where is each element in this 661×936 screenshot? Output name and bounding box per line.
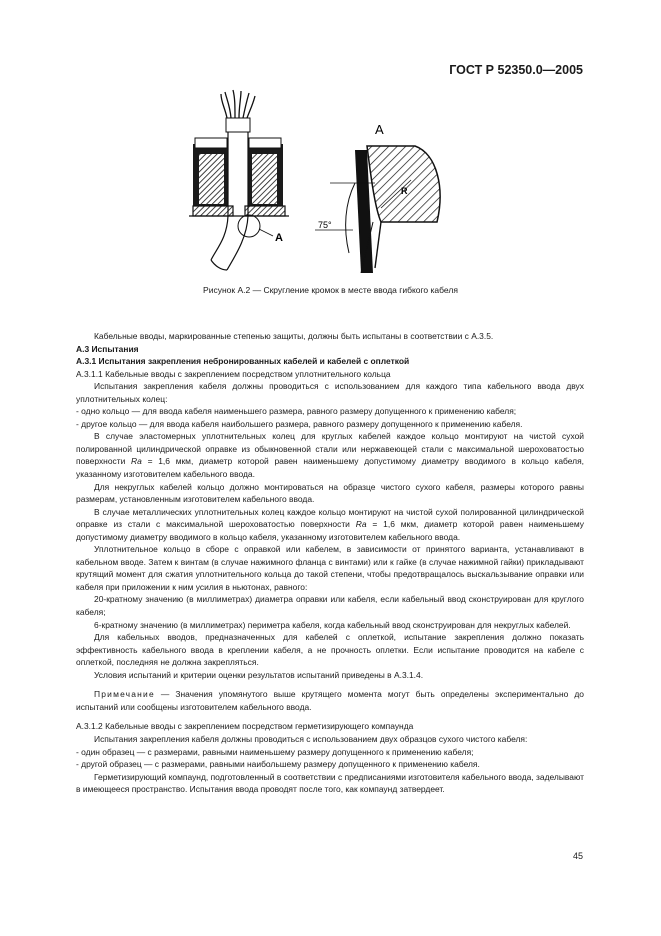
paragraph: Для кабельных вводов, предназначенных для кабелей с оплеткой, испытание закрепления должно показать эффективность кабельного ввода в креплении кабеля, а не прочность оплетки. Если испытание проводится на кабеле с оплеткой, последняя не должна закрепляться. <box>76 632 584 668</box>
radius-label: R <box>401 186 408 196</box>
section-heading: А.3 Испытания <box>76 343 139 354</box>
paragraph: Испытания закрепления кабеля должны проводиться с использованием для каждого типа кабельного ввода двух уплотнительных колец: <box>76 381 584 404</box>
roughness-symbol: Ra <box>131 456 142 467</box>
clause-heading: А.3.1.1 Кабельные вводы с закреплением посредством уплотнительного кольца <box>76 368 391 379</box>
figure-cable-entry <box>175 88 475 273</box>
roughness-symbol: Ra <box>355 519 367 530</box>
paragraph: 6-кратному значению (в миллиметрах) периметра кабеля, когда кабельный ввод сконструирован для некруглых кабелей. <box>94 619 571 630</box>
paragraph: Условия испытаний и критерии оценки результатов испытаний приведены в А.3.1.4. <box>94 669 424 680</box>
paragraph: Кабельные вводы, маркированные степенью защиты, должны быть испытаны в соответствии с А.3.5. <box>94 331 494 341</box>
list-item: - одно кольцо — для ввода кабеля наименьшего размера, равного размеру допущенного к применению кабеля; <box>76 406 517 417</box>
note: Примечание — Значения упомянутого выше крутящего момента могут быть определены экспериментально до испытаний или сообщены изготовителем кабельного ввода. <box>76 689 584 712</box>
gland-section-drawing <box>189 90 289 270</box>
clause-heading: А.3.1.2 Кабельные вводы с закреплением посредством герметизирующего компаунда <box>76 721 414 732</box>
list-item: - другой образец — с размерами, равными наибольшему размеру допущенного к применению кабеля. <box>76 759 480 770</box>
note-label: Примечание <box>94 689 155 700</box>
paragraph: 20-кратному значению (в миллиметрах) диаметра оправки или кабеля, если кабельный ввод сконструирован для круглого кабеля; <box>76 594 584 618</box>
paragraph: Уплотнительное кольцо в сборе с оправкой или кабелем, в зависимости от принятого варианта, устанавливают в кабельном вводе. Затем к винтам (в случае нажимного фланца с винтами) или к гайке (в случае нажимной гайки) прикладывают крутящий момент для сжатия уплотнительного кольца до такой степени, чтобы предотвращалось выскальзывание оправки или кабеля при приложении к ним усилия в ньютонах, равного: <box>76 544 584 592</box>
list-item: - один образец — с размерами, равными наименьшему размеру допущенного к применению кабеля; <box>76 746 474 757</box>
detail-a-drawing <box>315 122 440 273</box>
figure-caption: Рисунок А.2 — Скругление кромок в месте ввода гибкого кабеля <box>203 285 458 295</box>
document-body <box>76 330 584 796</box>
paragraph: Для некруглых кабелей кольцо должно монтироваться на образце чистого сухого кабеля, размеры которого равны размерам, установленным изготовителем кабельного ввода. <box>76 481 584 505</box>
detail-title-label: A <box>375 122 384 137</box>
subsection-heading: А.3.1 Испытания закрепления небронированных кабелей и кабелей с оплеткой <box>76 356 410 367</box>
document-code: ГОСТ Р 52350.0—2005 <box>449 63 583 77</box>
paragraph: Герметизирующий компаунд, подготовленный в соответствии с предписаниями изготовителя кабельного ввода, заделывают в имеющееся пространство. Испытания ввода проводят после того, как компаунд затвердеет. <box>76 771 584 795</box>
detail-ref-label: A <box>275 232 283 244</box>
page-number: 45 <box>572 851 583 861</box>
paragraph: В случае эластомерных уплотнительных колец для круглых кабелей каждое кольцо монтируют на чистой сухой полированной цилиндрической оправке из обыкновенной стали или нержавеющей стали с максимальной шероховатостью поверхности Ra = 1,6 мкм, диаметр которой равен наименьшему допустимому диаметру вводимого в кольцо кабеля, указанному изготовителем кабельного ввода. <box>76 431 584 480</box>
list-item: - другое кольцо — для ввода кабеля наибольшего размера, равного размеру допущенного к применению кабеля. <box>76 418 523 429</box>
paragraph: В случае металлических уплотнительных колец каждое кольцо монтируют на чистой сухой полированной цилиндрической оправке из стали с максимальной шероховатостью поверхности Ra = 1,6 мкм, диаметр которой равен наименьшему допустимому диаметру вводимого в кольцо кабеля, указанному изготовителем кабельного ввода. <box>76 506 584 542</box>
paragraph: Испытания закрепления кабеля должны проводиться с использованием двух образцов сухого чистого кабеля: <box>94 733 528 744</box>
angle-label: 75° <box>318 220 332 230</box>
